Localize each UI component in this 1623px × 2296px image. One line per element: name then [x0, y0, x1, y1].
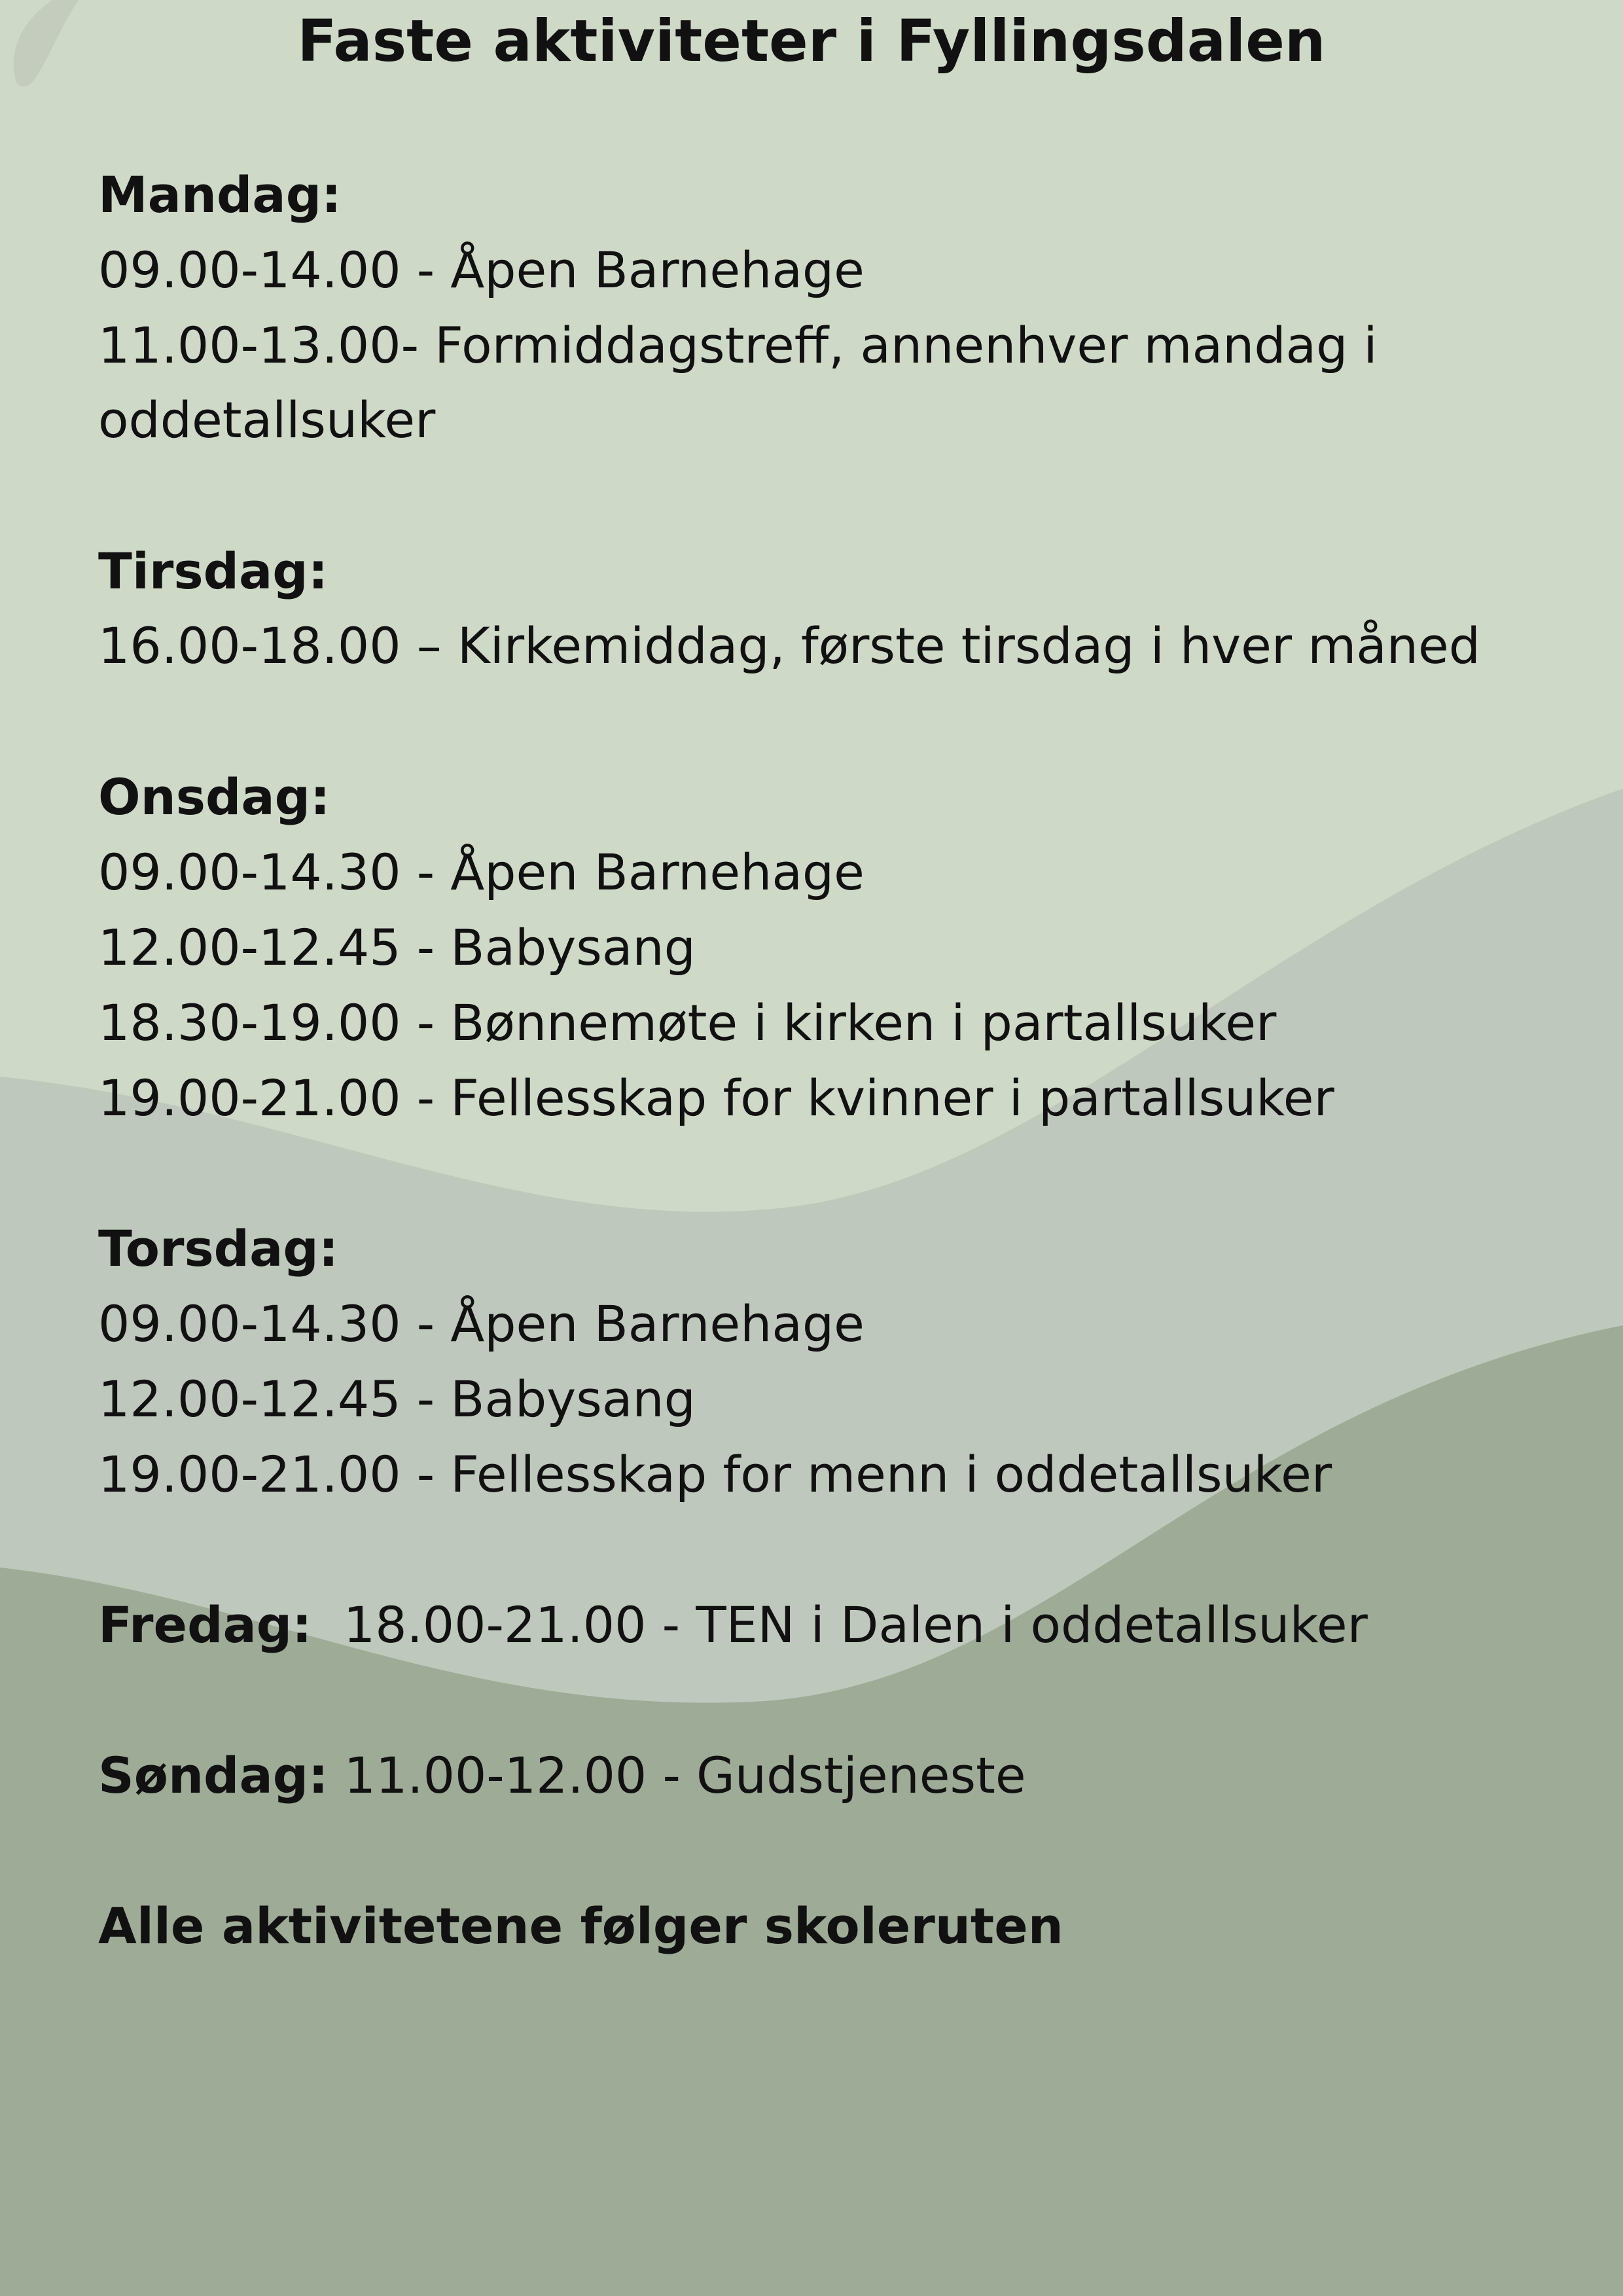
friday-activity: 18.00-21.00 - TEN i Dalen i oddetallsuker — [343, 1596, 1368, 1654]
day-heading-sunday: Søndag: — [98, 1746, 329, 1804]
sunday-row — [98, 1743, 1026, 1808]
day-heading-monday: Mandag: — [98, 166, 342, 224]
list-item: 12.00-12.45 - Babysang — [98, 918, 696, 977]
day-heading-wednesday: Onsdag: — [98, 768, 330, 826]
list-item: 19.00-21.00 - Fellesskap for menn i oddetallsuker — [98, 1445, 1332, 1503]
list-item: 16.00-18.00 – Kirkemiddag, første tirsdag i hver måned — [98, 617, 1481, 675]
list-item: 09.00-14.00 - Åpen Barnehage — [98, 241, 865, 299]
list-item: 19.00-21.00 - Fellesskap for kvinner i partallsuker — [98, 1069, 1334, 1127]
friday-row — [98, 1592, 1368, 1658]
list-item: 18.30-19.00 - Bønnemøte i kirken i partallsuker — [98, 994, 1277, 1052]
page-title: Faste aktiviteter i Fyllingsdalen — [297, 7, 1326, 75]
sunday-activity: 11.00-12.00 - Gudstjeneste — [344, 1746, 1026, 1804]
list-item: oddetallsuker — [98, 391, 436, 449]
list-item: 09.00-14.30 - Åpen Barnehage — [98, 1295, 865, 1353]
footer-note: Alle aktivitetene følger skoleruten — [98, 1897, 1063, 1955]
list-item: 12.00-12.45 - Babysang — [98, 1370, 696, 1428]
day-heading-thursday: Torsdag: — [98, 1219, 339, 1278]
day-heading-tuesday: Tirsdag: — [98, 542, 329, 600]
list-item: 09.00-14.30 - Åpen Barnehage — [98, 843, 865, 901]
list-item: 11.00-13.00- Formiddagstreff, annenhver mandag i — [98, 316, 1378, 374]
day-heading-friday: Fredag: — [98, 1596, 312, 1654]
